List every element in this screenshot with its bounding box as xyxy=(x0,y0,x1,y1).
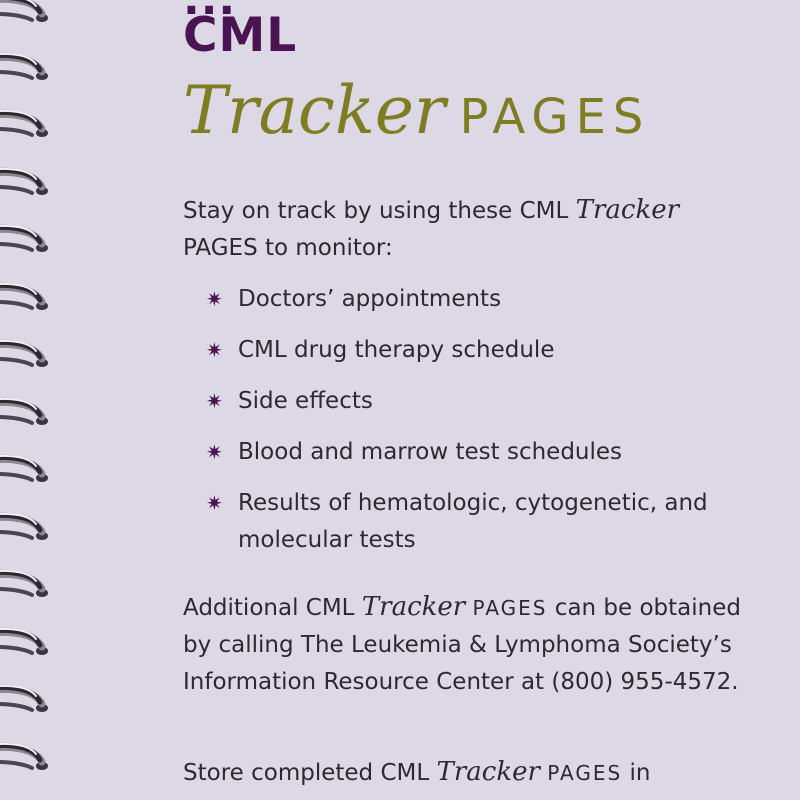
store-pages-word: PAGES xyxy=(547,761,623,785)
spiral-ring xyxy=(0,627,54,659)
list-item-text: Doctors’ appointments xyxy=(238,286,502,312)
spiral-binding xyxy=(0,0,80,800)
store-tracker-word: Tracker xyxy=(436,757,540,787)
spiral-ring xyxy=(0,397,54,429)
list-item xyxy=(206,383,766,420)
asterisk-bullet-icon: ✷ xyxy=(206,338,223,362)
monitor-list xyxy=(206,281,766,573)
store-text-1: Store completed CML xyxy=(183,760,437,786)
spiral-ring xyxy=(0,512,54,544)
additional-text-2: can be obtained by calling The Leukemia & Lymphoma Society’s Information Resource Center at (800) 955-4572. xyxy=(183,595,741,695)
spiral-ring xyxy=(0,569,54,601)
store-paragraph xyxy=(183,754,743,792)
list-item-text: Side effects xyxy=(238,388,373,414)
list-item xyxy=(206,332,766,369)
asterisk-bullet-icon: ✷ xyxy=(206,440,223,464)
title-cml: CML xyxy=(183,8,298,63)
spiral-ring xyxy=(0,52,54,84)
list-item xyxy=(206,434,766,471)
title-tracker-pages xyxy=(183,72,651,149)
spiral-ring xyxy=(0,0,54,26)
spiral-ring xyxy=(0,454,54,486)
store-text-2: in xyxy=(622,760,651,786)
additional-pages-word: PAGES xyxy=(472,596,548,620)
additional-text-1: Additional CML xyxy=(183,595,362,621)
list-item-text: Blood and marrow test schedules xyxy=(238,439,623,465)
spiral-ring xyxy=(0,339,54,371)
list-item xyxy=(206,281,766,318)
list-item-text: CML drug therapy schedule xyxy=(238,337,555,363)
intro-text-1: Stay on track by using these CML xyxy=(183,198,576,224)
asterisk-bullet-icon: ✷ xyxy=(206,287,223,311)
list-item-text: Results of hematologic, cytogenetic, and molecular tests xyxy=(238,490,708,553)
spiral-ring xyxy=(0,282,54,314)
spiral-ring xyxy=(0,742,54,774)
spiral-ring xyxy=(0,167,54,199)
intro-paragraph xyxy=(183,192,743,267)
additional-tracker-word: Tracker xyxy=(361,592,466,622)
spiral-ring xyxy=(0,109,54,141)
title-pages-word: PAGES xyxy=(459,89,651,145)
additional-paragraph xyxy=(183,589,743,701)
title-tracker-word: Tracker xyxy=(183,72,446,149)
intro-text-2: PAGES to monitor: xyxy=(183,235,393,261)
spiral-ring xyxy=(0,224,54,256)
asterisk-bullet-icon: ✷ xyxy=(206,389,223,413)
spiral-ring xyxy=(0,684,54,716)
asterisk-bullet-icon: ✷ xyxy=(206,491,223,515)
intro-tracker-word: Tracker xyxy=(575,195,680,225)
list-item xyxy=(206,485,766,559)
